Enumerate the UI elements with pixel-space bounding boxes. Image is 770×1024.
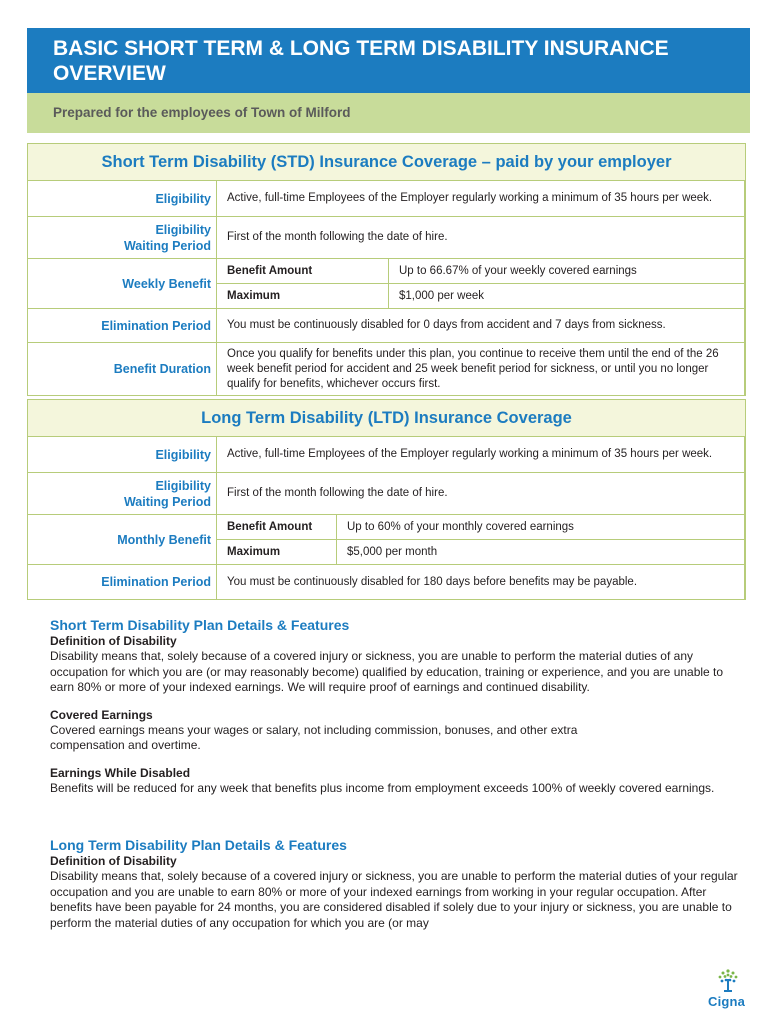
ltd-benefit-label: Monthly Benefit [28,515,217,564]
page-title-line-2: OVERVIEW [53,62,166,85]
ltd-eligibility-label: Eligibility [28,437,217,472]
std-duration-label: Benefit Duration [28,343,217,395]
ltd-elimination-label: Elimination Period [28,565,217,599]
std-benefit-amount-value: Up to 66.67% of your weekly covered earnings [399,265,637,277]
page-title [27,28,750,93]
std-benefit-row [28,259,745,309]
std-benefit-amount-key: Benefit Amount [217,259,389,283]
ltd-table-title: Long Term Disability (LTD) Insurance Coverage [27,399,746,437]
std-earnings-while-disabled-title: Earnings While Disabled [50,765,191,780]
std-duration-row [28,343,745,395]
std-elimination-row [28,309,745,343]
std-plan-details [50,617,740,796]
std-eligibility-value: Active, full-time Employees of the Employer regularly working a minimum of 35 hours per week. [217,181,745,216]
ltd-definition-title: Definition of Disability [50,854,177,868]
std-maximum-row [217,284,744,308]
ltd-details-heading: Long Term Disability Plan Details & Features [50,837,347,853]
std-earnings-while-disabled-body: Benefits will be reduced for any week that benefits plus income from employment exceeds 100% of weekly covered earnings. [50,780,715,795]
ltd-waiting-row [28,473,745,515]
std-waiting-row [28,217,745,259]
std-table-title: Short Term Disability (STD) Insurance Coverage – paid by your employer [27,143,746,181]
ltd-maximum-row [217,540,744,564]
page-subtitle: Prepared for the employees of Town of Milford [27,93,750,133]
ltd-benefit-amount-value: Up to 60% of your monthly covered earnings [347,521,574,533]
ltd-benefit-details [217,515,745,564]
ltd-elimination-row [28,565,745,599]
std-eligibility-label: Eligibility [28,181,217,216]
ltd-elimination-value: You must be continuously disabled for 180 days before benefits may be payable. [217,565,745,599]
std-elimination-label: Elimination Period [28,309,217,342]
std-duration-value: Once you qualify for benefits under this plan, you continue to receive them until the end of the 26 week benefit period for accident and 25 week benefit period for sickness, or until you no longer qualify for benefits, whichever occurs first. [217,343,745,395]
std-maximum-key: Maximum [217,284,389,308]
ltd-maximum-value: $5,000 per month [347,546,438,558]
std-definition-body: Disability means that, solely because of a covered injury or sickness, you are unable to perform the material duties of any occupation for which you are (or may reasonably become) qualified by education, training or experience, and you are unable to earn 80% or more of your indexed earnings. We will require proof of earnings and continued disability. [50,649,724,694]
ltd-maximum-key: Maximum [217,540,337,564]
std-coverage-table [27,143,746,396]
std-waiting-label: Eligibility Waiting Period [28,217,217,258]
std-eligibility-row [28,181,745,217]
cigna-logo [708,968,748,1014]
std-waiting-value: First of the month following the date of hire. [217,217,745,258]
tree-of-life-icon [716,968,740,994]
std-covered-earnings-title: Covered Earnings [50,707,153,722]
cigna-wordmark: Cigna [708,994,746,1009]
ltd-waiting-label: Eligibility Waiting Period [28,473,217,514]
ltd-definition-body: Disability means that, solely because of a covered injury or sickness, you are unable to perform the material duties of your regular occupation and you are unable to earn 80% or more of your indexed earnings from working in your regular occupation. After benefits have been payable for 24 months, you are considered disabled if solely due to your injury or sickness, you are unable to perform the material duties of any occupation for which you are (or may [50,869,738,930]
std-benefit-label: Weekly Benefit [28,259,217,308]
ltd-waiting-value: First of the month following the date of hire. [217,473,745,514]
ltd-benefit-row [28,515,745,565]
std-definition-title: Definition of Disability [50,634,177,648]
page-title-line-1: BASIC SHORT TERM & LONG TERM DISABILITY INSURANCE [53,37,669,60]
std-elimination-value: You must be continuously disabled for 0 days from accident and 7 days from sickness. [217,309,745,342]
std-covered-earnings-body: Covered earnings means your wages or salary, not including commission, bonuses, and other extra compensation and overtime. [50,722,578,752]
ltd-plan-details [50,837,740,931]
ltd-eligibility-value: Active, full-time Employees of the Employer regularly working a minimum of 35 hours per week. [217,437,745,472]
ltd-benefit-amount-row [217,515,744,540]
std-details-heading: Short Term Disability Plan Details & Features [50,617,350,633]
std-benefit-details [217,259,745,308]
std-maximum-value: $1,000 per week [399,290,485,302]
std-benefit-amount-row [217,259,744,284]
ltd-benefit-amount-key: Benefit Amount [217,515,337,539]
ltd-coverage-table [27,399,746,600]
ltd-eligibility-row [28,437,745,473]
